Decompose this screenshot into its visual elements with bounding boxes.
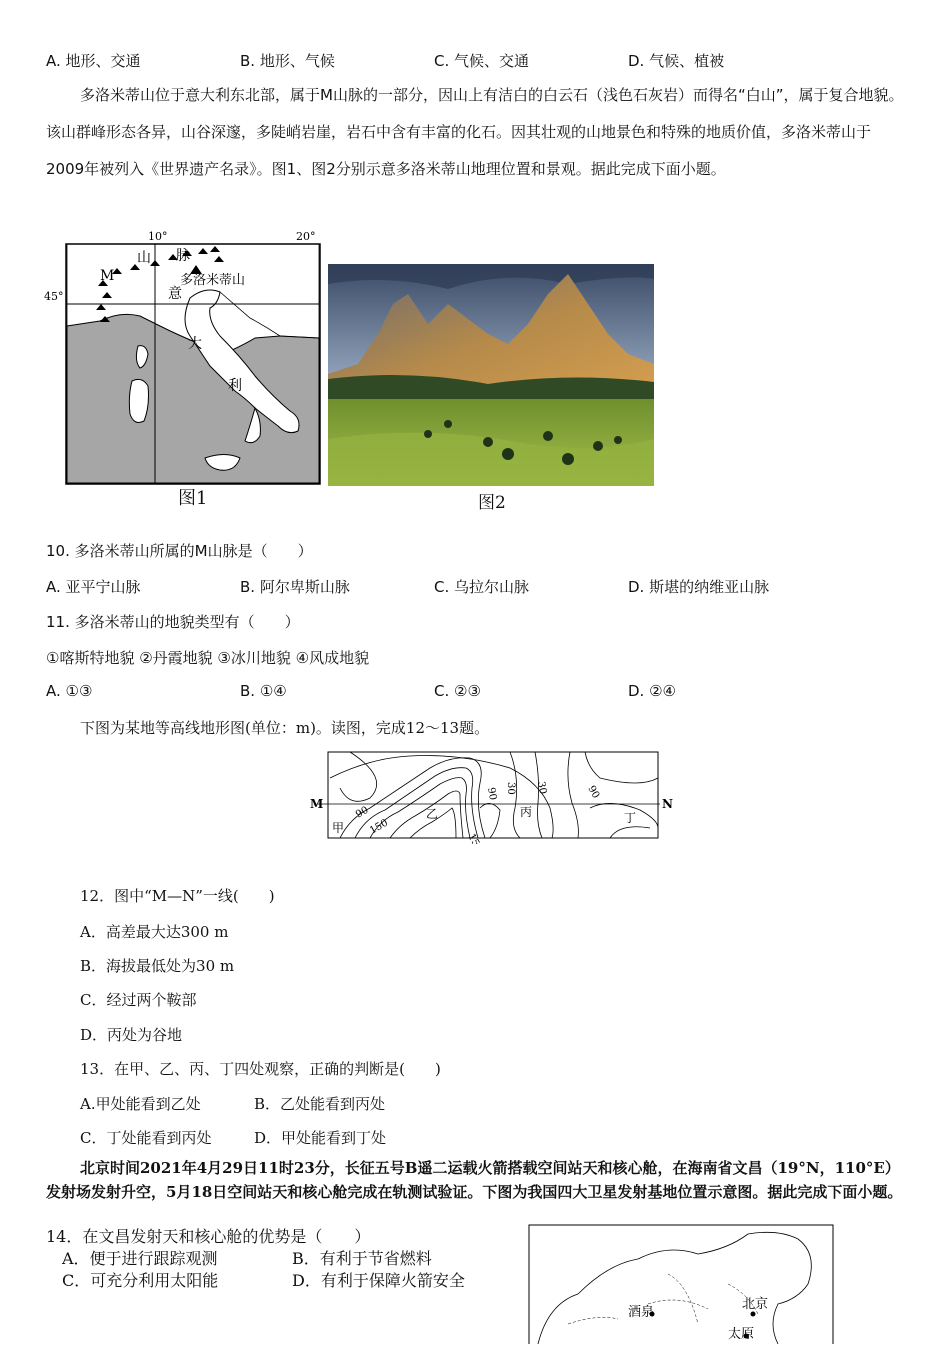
q9-option-d: D. 气候、植被 xyxy=(628,52,725,70)
q10-stem: 10. 多洛米蒂山所属的M山脉是（ ） xyxy=(46,542,313,560)
passage-dolomites: 多洛米蒂山位于意大利东北部，属于M山脉的一部分，因山上有洁白的白云石（浅色石灰岩）而得名“白山”，属于复合地貌。该山群峰形态各异，山谷深邃，多陡峭岩崖，岩石中含有丰富的化石。因其壮观的山地景色和特殊的地质价值，多洛米蒂山于2009年被列入《世界遗产名录》。图1、图2分别示意多洛米蒂山地理位置和景观。据此完成下面小题。 xyxy=(46,86,904,178)
figure-1-map xyxy=(40,226,330,516)
contour-label-bing: 丙 xyxy=(520,805,533,819)
q11-option-a: A. ①③ xyxy=(46,682,93,700)
q9-option-c: C. 气候、交通 xyxy=(434,52,530,70)
figure-2-caption: 图2 xyxy=(478,493,506,513)
contour-label-yi: 乙 xyxy=(426,807,439,821)
passage-contour: 下图为某地等高线地形图(单位：m)。读图，完成12～13题。 xyxy=(80,719,490,737)
q13-stem: 13．在甲、乙、丙、丁四处观察，正确的判断是( ) xyxy=(80,1060,441,1078)
q10-option-b: B. 阿尔卑斯山脉 xyxy=(240,578,350,596)
q9-option-a: A. 地形、交通 xyxy=(46,52,141,70)
contour-label-ding: 丁 xyxy=(624,811,637,825)
fig1-label-mai: 脉 xyxy=(176,248,190,264)
map-label-jiuquan: 酒泉 xyxy=(628,1305,655,1320)
q13-option-a: A.甲处能看到乙处 xyxy=(80,1095,201,1113)
fig1-lon-10: 10° xyxy=(148,230,168,243)
q9-option-b: B. 地形、气候 xyxy=(240,52,335,70)
q14-option-a: A．便于进行跟踪观测 xyxy=(62,1249,218,1268)
q10-option-a: A. 亚平宁山脉 xyxy=(46,578,141,596)
contour-value-30b: 30 xyxy=(535,780,549,796)
q14-option-b: B．有利于节省燃料 xyxy=(292,1249,432,1268)
q12-option-c: C．经过两个鞍部 xyxy=(80,991,197,1009)
q13-option-b: B．乙处能看到丙处 xyxy=(254,1095,386,1113)
q14-stem: 14．在文昌发射天和核心舱的优势是（ ） xyxy=(46,1227,371,1246)
q10-option-c: C. 乌拉尔山脉 xyxy=(434,578,530,596)
contour-label-jia: 甲 xyxy=(332,821,345,835)
fig1-label-m: M xyxy=(100,268,115,284)
contour-value-90c: 90 xyxy=(585,784,602,801)
q11-option-c: C. ②③ xyxy=(434,682,481,700)
q11-choices: ①喀斯特地貌 ②丹霞地貌 ③冰川地貌 ④风成地貌 xyxy=(46,649,370,667)
contour-value-150a: 150 xyxy=(368,817,391,837)
figure-1-caption: 图1 xyxy=(178,488,208,509)
figure-2-photo xyxy=(328,264,654,486)
q12-stem: 12．图中“M—N”一线( ) xyxy=(80,887,275,905)
china-launch-map xyxy=(528,1224,836,1344)
contour-value-150b: 150 xyxy=(465,832,485,844)
q12-option-d: D．丙处为谷地 xyxy=(80,1026,183,1044)
fig1-label-yi: 意 xyxy=(168,286,182,302)
contour-map xyxy=(310,748,680,844)
map-label-beijing: 北京 xyxy=(742,1297,769,1312)
q14-option-c: C．可充分利用太阳能 xyxy=(62,1271,219,1290)
q10-option-d: D. 斯堪的纳维亚山脉 xyxy=(628,578,770,596)
q13-option-d: D．甲处能看到丁处 xyxy=(254,1129,387,1147)
fig1-peak-label: 多洛米蒂山 xyxy=(180,273,246,288)
contour-value-90a: 90 xyxy=(354,804,371,821)
q11-option-d: D. ②④ xyxy=(628,682,676,700)
contour-label-m: M xyxy=(310,797,324,811)
q12-option-a: A．高差最大达300 m xyxy=(80,923,229,941)
q13-option-c: C．丁处能看到丙处 xyxy=(80,1129,212,1147)
q11-option-b: B. ①④ xyxy=(240,682,287,700)
q12-option-b: B．海拔最低处为30 m xyxy=(80,957,235,975)
contour-value-90b: 90 xyxy=(485,786,499,802)
q11-stem: 11. 多洛米蒂山的地貌类型有（ ） xyxy=(46,613,300,631)
q14-option-d: D．有利于保障火箭安全 xyxy=(292,1271,465,1290)
map-label-taiyuan: 太原 xyxy=(728,1327,755,1342)
fig1-lat-45: 45° xyxy=(44,290,64,303)
contour-value-30a: 30 xyxy=(505,782,516,795)
fig1-lon-20: 20° xyxy=(296,230,316,243)
fig1-label-da: 大 xyxy=(188,336,202,352)
fig1-label-li: 利 xyxy=(228,378,242,394)
contour-label-n: N xyxy=(662,797,673,811)
passage-launch: 北京时间2021年4月29日11时23分，长征五号B遥二运载火箭搭载空间站天和核心舱，在海南省文昌（19°N，110°E）发射场发射升空，5月18日空间站天和核心舱完成在轨测试验证。下图为我国四大卫星发射基地位置示意图。据此完成下面小题。 xyxy=(46,1159,903,1201)
fig1-label-shan: 山 xyxy=(137,250,151,266)
